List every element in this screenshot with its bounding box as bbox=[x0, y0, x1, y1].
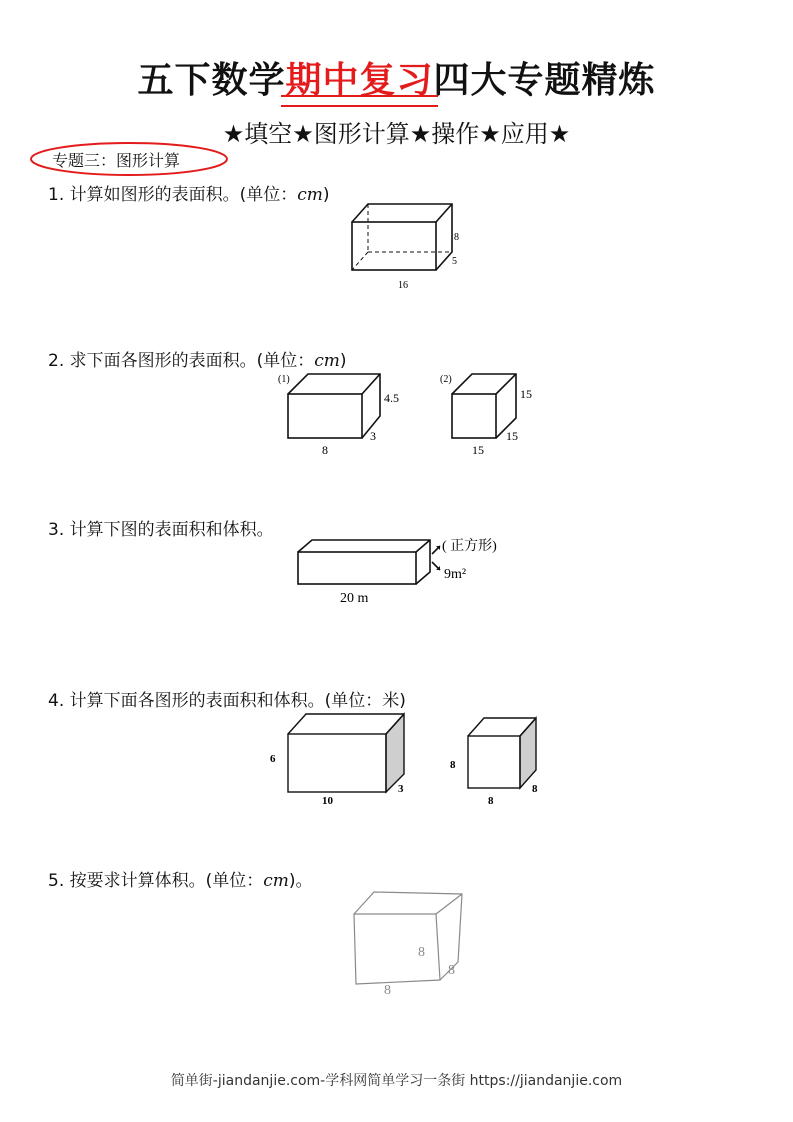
q1-length-label: 16 bbox=[398, 280, 408, 291]
title-highlight: 期中复习 bbox=[285, 60, 434, 101]
question-5-text: 5. 按要求计算体积。(单位： bbox=[48, 871, 264, 891]
section-label: 专题三：图形计算 bbox=[52, 151, 181, 170]
question-5-close: )。 bbox=[288, 871, 313, 891]
q2-fig2-height: 15 bbox=[520, 387, 532, 401]
q1-front-face bbox=[352, 222, 436, 270]
q2-fig2-length: 15 bbox=[472, 443, 484, 457]
page-footer: 简单街-jiandanjie.com-学科网简单学习一条街 https://jiandanjie.com bbox=[170, 1073, 623, 1089]
question-1-text: 1. 计算如图形的表面积。(单位： bbox=[48, 185, 298, 205]
q1-back-edges bbox=[352, 204, 452, 270]
page-subtitle: ★填空★图形计算★操作★应用★ bbox=[222, 120, 571, 148]
q2-fig2-depth: 15 bbox=[506, 429, 518, 443]
question-3: 3. 计算下图的表面积和体积。 bbox=[48, 520, 274, 540]
q4-fig1-length: 10 bbox=[322, 795, 333, 807]
question-2-close: ) bbox=[339, 351, 347, 371]
q4-fig1-depth: 3 bbox=[398, 783, 404, 795]
q2-fig2-tag: (2) bbox=[440, 374, 452, 385]
q2-cuboid-figure-1 bbox=[276, 368, 406, 460]
question-1-unit: cm bbox=[297, 185, 323, 205]
q4-fig2-height: 8 bbox=[450, 759, 456, 771]
q5-cube-figure bbox=[344, 888, 474, 998]
q4-fig2-length: 8 bbox=[488, 795, 494, 807]
q1-cuboid-figure bbox=[340, 198, 480, 294]
q4-cube-figure-2 bbox=[444, 712, 554, 808]
q4-cuboid-figure-1 bbox=[262, 708, 414, 808]
question-1-close: ) bbox=[322, 185, 330, 205]
title-part1: 五下数学 bbox=[137, 60, 286, 101]
q5-length-label: 8 bbox=[384, 983, 391, 998]
q2-fig1-depth: 3 bbox=[370, 429, 376, 443]
q4-fig1-height: 6 bbox=[270, 753, 276, 765]
question-4: 4. 计算下面各图形的表面积和体积。(单位：米) bbox=[48, 691, 406, 711]
q3-square-note: ( 正方形) bbox=[442, 539, 497, 554]
q2-fig1-length: 8 bbox=[322, 443, 328, 457]
q1-depth-label: 5 bbox=[452, 256, 457, 267]
q5-height-label: 8 bbox=[418, 945, 425, 960]
q3-length-label: 20 m bbox=[340, 591, 369, 606]
q5-depth-label: 8 bbox=[448, 963, 455, 978]
q2-fig1-tag: (1) bbox=[278, 374, 290, 385]
q3-area-label: 9m² bbox=[444, 567, 467, 582]
question-5-unit: cm bbox=[263, 871, 289, 891]
question-2-text: 2. 求下面各图形的表面积。(单位： bbox=[48, 351, 315, 371]
question-5 bbox=[48, 866, 313, 891]
q2-fig1-height: 4.5 bbox=[384, 391, 399, 405]
question-1 bbox=[48, 180, 330, 205]
title-part2: 四大专题精炼 bbox=[433, 60, 656, 101]
q1-height-label: 8 bbox=[454, 232, 459, 243]
q3-cuboid-figure bbox=[290, 534, 530, 608]
question-2-unit: cm bbox=[314, 351, 340, 371]
q4-fig2-depth: 8 bbox=[532, 783, 538, 795]
page-title bbox=[0, 52, 793, 103]
q2-cube-figure-2 bbox=[436, 368, 546, 460]
